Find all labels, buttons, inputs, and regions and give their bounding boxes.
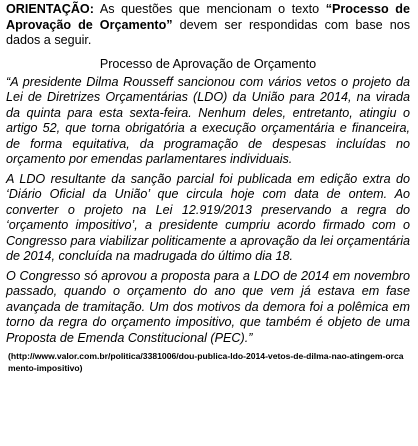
document-page [6,2,410,374]
instruction-label: ORIENTAÇÃO: [6,2,94,16]
quoted-text [6,75,410,347]
text-title: Processo de Aprovação de Orçamento [99,56,317,71]
paragraph-3: O Congresso só aprovou a proposta para a LDO de 2014 em novembro passado, quando o orçamento do ano que vem já estava em fase avançada de tramitação. Um dos motivos da demora foi a polêmica em torno da regra do orçamento impositivo, que também é objeto de uma Proposta de Emenda Constitucional (PEC).” [6,268,410,345]
instruction-suffix: devem ser respondidas com base nos dados a seguir. [6,17,410,47]
instruction-block [6,2,410,49]
instruction-prefix: As questões que mencionam o texto [93,2,326,16]
instruction-quoted-title: “Processo de Aprovação de Orçamento” [6,2,410,32]
paragraph-2: A LDO resultante da sanção parcial foi publicada em edição extra do ‘Diário Oficial da União’ que circula hoje com data de ontem. Ao converter o projeto na Lei 12.919/2013 preservando a regra do ‘orçamento impositivo’, a presidente cumpriu acordo firmado com o Congresso para viabilizar politicamente a aprovação da lei orçamentária de 2014, concluída na madrugada do último dia 18. [6,171,410,263]
source-citation: (http://www.valor.com.br/politica/3381006/dou-publica-ldo-2014-vetos-de-dilma-nao-atingem-orcamento-impositivo) [8,351,404,373]
paragraph-1: “A presidente Dilma Rousseff sancionou com vários vetos o projeto da Lei de Diretrizes Orçamentárias (LDO) da União para 2014, na virada da quinta para esta sexta-feira. Nenhum deles, entretanto, atingiu o artigo 52, que torna obrigatória a execução orçamentária e financeira, de forma equitativa, da programação de despesas incluídas no orçamento por emendas parlamentares individuais. [6,74,410,166]
